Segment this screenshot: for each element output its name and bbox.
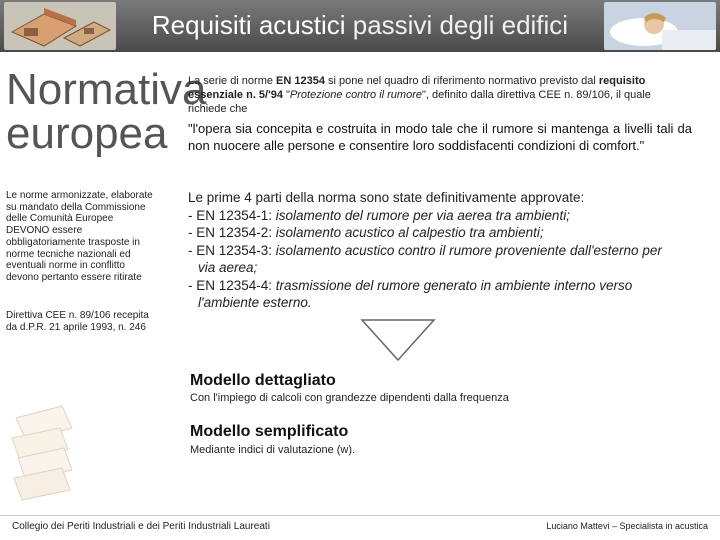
directive-quote: "l'opera sia concepita e costruita in modo tale che il rumore si mantenga a livelli tali da non nuocere alle persone e consentire loro soddisfacenti condizioni di comfort." (188, 121, 692, 153)
slide-header (0, 0, 720, 52)
side-note-directive: Direttiva CEE n. 89/106 recepita da d.P.R. 21 aprile 1993, n. 246 (6, 310, 149, 333)
simple-model-title: Modello semplificato (190, 423, 349, 440)
footer-left-text: Collegio dei Periti Industriali e dei Periti Industriali Laureati (12, 521, 270, 532)
norm-code: EN 12354 (276, 75, 325, 87)
simple-model-subtitle: Mediante indici di valutazione (w). (190, 444, 356, 456)
footer-divider (0, 515, 720, 516)
detailed-model-title: Modello dettagliato (190, 372, 336, 389)
part-item-3-cont: via aerea; (198, 260, 258, 275)
norm-parts-list (188, 189, 708, 312)
heading-line-2: europea (6, 109, 168, 158)
requirement-ref: requisito essenziale n. 5/'94 (188, 75, 646, 101)
intro-paragraph: La serie di norme EN 12354 si pone nel quadro di riferimento normativo previsto dal requisito essenziale n. 5/'94 "Protezione contro il rumore", definito dalla direttiva CEE n. 89/106, il quale richiede che (188, 75, 651, 115)
sleeping-person-image (604, 2, 716, 50)
footer-right-text: Luciano Mattevi – Specialista in acustica (546, 521, 708, 531)
heading-line-1: Normativa (6, 65, 207, 114)
parts-intro: Le prime 4 parti della norma sono state definitivamente approvate: (188, 190, 585, 205)
part-item-3: - EN 12354-3: isolamento acustico contro il rumore proveniente dall'esterno per (188, 242, 662, 258)
side-note-harmonized: Le norme armonizzate, elaborate su mandato della Commissione delle Comunità Europee DEVONO essere obbligatoriamente trasposte in norme tecniche nazionali ed eventuali norme in conflitto devono pertanto essere ritirate (6, 190, 153, 283)
paper-stack-image (2, 398, 82, 508)
title-rest: passivi degli edifici (345, 10, 569, 40)
title-bold: Requisiti acustici (151, 10, 346, 40)
part-item-4: - EN 12354-4: trasmissione del rumore generato in ambiente interno verso (188, 277, 633, 293)
part-item-2: - EN 12354-2: isolamento acustico al calpestio tra ambienti; (188, 225, 544, 240)
part-item-1: - EN 12354-1: isolamento del rumore per via aerea tra ambienti; (188, 207, 570, 223)
part-item-4-cont: l'ambiente esterno. (198, 295, 312, 310)
down-arrow-icon (358, 318, 438, 362)
detailed-model-subtitle: Con l'impiego di calcoli con grandezze dipendenti dalla frequenza (190, 392, 509, 404)
